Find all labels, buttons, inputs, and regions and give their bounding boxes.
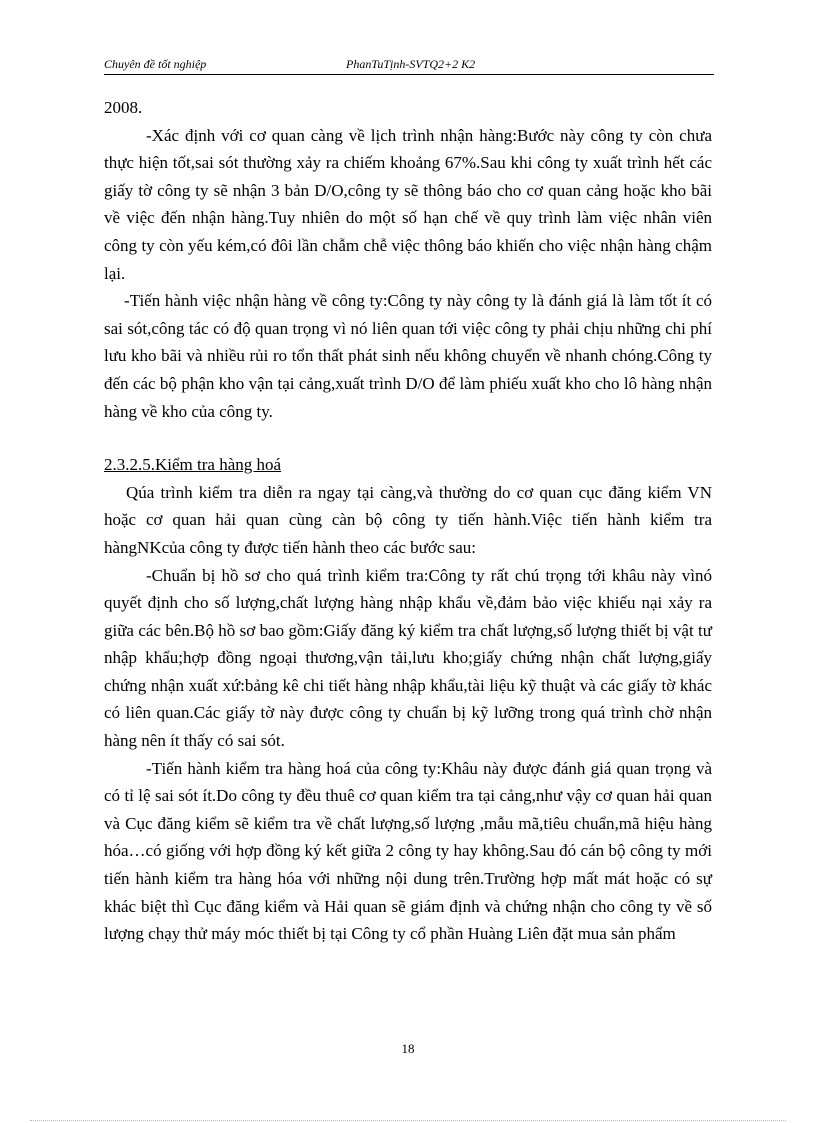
paragraph-schedule: -Xác định với cơ quan càng về lịch trình nhận hàng:Bước này công ty còn chưa thực hiện tốt,sai sót thường xảy ra chiếm khoảng 67%.Sau khi công ty xuất trình hết các giấy tờ công ty sẽ nhận 3 bản D/O,công ty sẽ thông báo cho cơ quan cảng hoặc kho bãi về việc đến nhận hàng.Tuy nhiên do một số hạn chế về quy trình làm việc nhân viên công ty còn yếu kém,có đôi lần chẫm chễ việc thông báo khiến cho việc nhận hàng chậm lại. <box>104 125 712 283</box>
paragraph-inspection-intro: Qúa trình kiểm tra diễn ra ngay tại càng,và thường do cơ quan cục đăng kiểm VN hoặc cơ quan hải quan cùng càn bộ công ty tiến hành.Việc tiến hành kiểm tra hàngNKcủa công ty được tiến hành theo các bước sau: <box>104 482 712 557</box>
section-heading: 2.3.2.5.Kiểm tra hàng hoá <box>104 455 282 475</box>
page-number: 18 <box>401 1041 415 1056</box>
paragraph-year: 2008. <box>104 98 143 117</box>
page-header <box>104 54 714 75</box>
paragraph-conduct-inspection: -Tiến hành kiểm tra hàng hoá của công ty:Khâu này được đánh giá quan trọng và có tỉ lệ sai sót ít.Do công ty đều thuê cơ quan kiểm tra tại cảng,như vậy cơ quan hải quan và Cục đăng kiểm sẽ kiểm tra về chất lượng,số lượng ,mẫu mã,tiêu chuẩn,mã hiệu hàng hóa…có giống với hợp đồng ký kết giữa 2 công ty hay không.Sau đó cán bộ công ty mới tiến hành kiểm tra hàng hóa với những nội dung trên.Trường hợp mất mát hoặc có sự khác biệt thì Cục đăng kiểm và Hải quan sẽ giám định và chứng nhận cho công ty về số lượng chạy thử máy móc thiết bị tại Công ty cổ phần Huàng Liên đặt mua sản phẩm <box>104 758 712 944</box>
header-left-text: Chuyên đề tốt nghiệp <box>104 57 207 71</box>
document-body <box>104 94 712 948</box>
spacer <box>104 425 712 451</box>
paragraph-receive-goods: -Tiến hành việc nhận hàng về công ty:Công ty này công ty là đánh giá là làm tốt ít có sai sót,công tác có độ quan trọng vì nó liên quan tới việc công ty phải chịu những chi phí lưu kho bãi và nhiều rủi ro tổn thất phát sinh nếu không chuyển về nhanh chóng.Công ty đến các bộ phận kho vận tại cảng,xuất trình D/O để làm phiếu xuất kho cho lô hàng nhận hàng về kho của công ty. <box>104 291 712 421</box>
paragraph-prepare-documents: -Chuẩn bị hồ sơ cho quá trình kiểm tra:Công ty rất chú trọng tới khâu này vìnó quyết định cho số lượng,chất lượng hàng nhập khẩu về,đảm bảo việc khiếu nại xảy ra giữa các bên.Bộ hồ sơ bao gồm:Giấy đăng ký kiểm tra chất lượng,số lượng thiết bị vật tư nhập khẩu;hợp đồng ngoại thương,vận tải,lưu kho;giấy chứng nhận chất lượng,giấy chứng nhận xuất xứ:bảng kê chi tiết hàng nhập khẩu,tài liệu kỹ thuật và các giấy tờ khác có liên quan.Các giấy tờ này được công ty chuẩn bị kỹ lưỡng trong quá trình chờ nhận hàng nên ít thấy có sai sót. <box>104 565 712 751</box>
header-center-text: PhanTuTịnh-SVTQ2+2 K2 <box>346 57 476 71</box>
bottom-divider <box>30 1120 786 1121</box>
